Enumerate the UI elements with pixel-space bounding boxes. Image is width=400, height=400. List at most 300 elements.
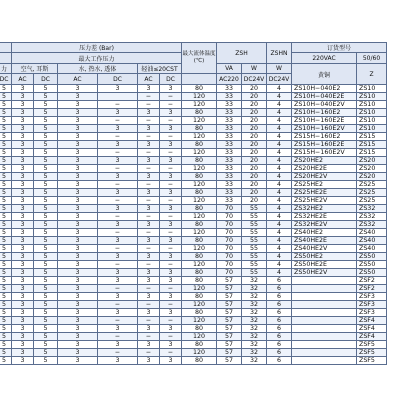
oil-ac-cell: − <box>138 165 160 173</box>
min-pressure-cell: 5 <box>0 357 12 365</box>
oil-ac-cell: 3 <box>138 293 160 301</box>
air-ac-cell: 3 <box>12 341 34 349</box>
water-dc-cell: − <box>98 133 138 141</box>
temp-cell: 120 <box>182 181 217 189</box>
max-working-pressure-header: 最大工作压力 <box>12 53 182 64</box>
temp-cell: 80 <box>182 189 217 197</box>
va-cell: 57 <box>217 277 242 285</box>
model-cell <box>292 357 357 365</box>
w2-cell: 4 <box>267 133 292 141</box>
model-cell <box>292 309 357 317</box>
table-row <box>0 157 387 165</box>
water-ac-cell: 3 <box>58 109 98 117</box>
brass-header: 黄铜 <box>292 64 357 85</box>
w2-cell: 4 <box>267 181 292 189</box>
water-ac-cell: 3 <box>58 205 98 213</box>
table-row <box>0 189 387 197</box>
oil-ac-cell: − <box>138 261 160 269</box>
water-dc-cell: − <box>98 245 138 253</box>
water-ac-cell: 3 <box>58 293 98 301</box>
w-header: W <box>242 64 267 74</box>
oil-dc-cell: − <box>160 149 182 157</box>
table-row <box>0 109 387 117</box>
temp-cell: 80 <box>182 141 217 149</box>
air-dc-cell: 5 <box>34 293 58 301</box>
table-row <box>0 181 387 189</box>
w2-cell: 6 <box>267 317 292 325</box>
light-oil-header: 轻油≤20CST <box>138 64 182 74</box>
model-cut-cell: ZS50 <box>357 253 387 261</box>
model-cut-cell: ZS25 <box>357 181 387 189</box>
header-blank-mid <box>0 53 12 64</box>
air-ac-cell: 3 <box>12 157 34 165</box>
min-pressure-cell: 5 <box>0 269 12 277</box>
oil-dc-cell: 3 <box>160 237 182 245</box>
va-cell: 33 <box>217 101 242 109</box>
temp-cell: 120 <box>182 317 217 325</box>
air-dc-cell: 5 <box>34 125 58 133</box>
model-cut-cell: ZS50 <box>357 261 387 269</box>
w2-cell: 4 <box>267 229 292 237</box>
min-pressure-cell: 5 <box>0 157 12 165</box>
w-cell: 20 <box>242 101 267 109</box>
air-ac-cell: 3 <box>12 149 34 157</box>
model-cell <box>292 333 357 341</box>
air-ac-cell: 3 <box>12 197 34 205</box>
water-ac-cell: 3 <box>58 237 98 245</box>
temp-cell: 120 <box>182 333 217 341</box>
min-pressure-cell: 5 <box>0 261 12 269</box>
model-cell: ZS10H−040E2 <box>292 85 357 93</box>
w-cell: 20 <box>242 165 267 173</box>
oil-dc-cell: − <box>160 285 182 293</box>
oil-dc-cell: 3 <box>160 205 182 213</box>
oil-dc-cell: − <box>160 229 182 237</box>
table-row <box>0 133 387 141</box>
va-cell: 33 <box>217 173 242 181</box>
w2-cell: 4 <box>267 173 292 181</box>
air-ac-cell: 3 <box>12 261 34 269</box>
model-cut-cell: ZS32 <box>357 221 387 229</box>
air-dc-cell: 5 <box>34 309 58 317</box>
va-cell: 57 <box>217 317 242 325</box>
temp-cell: 120 <box>182 213 217 221</box>
table-row <box>0 293 387 301</box>
oil-ac-cell: − <box>138 133 160 141</box>
water-dc-cell: − <box>98 317 138 325</box>
model-cell: ZS25HE2V <box>292 197 357 205</box>
table-row <box>0 357 387 365</box>
air-ac-cell: 3 <box>12 165 34 173</box>
model-cut-cell: ZSF3 <box>357 293 387 301</box>
header-blank-top <box>0 43 12 53</box>
water-dc-cell: 3 <box>98 221 138 229</box>
water-ac-cell: 3 <box>58 245 98 253</box>
water-dc-cell: − <box>98 213 138 221</box>
water-ac-cell: 3 <box>58 165 98 173</box>
air-dc-cell: 5 <box>34 277 58 285</box>
water-dc-cell: 3 <box>98 253 138 261</box>
model-cut-cell: ZSF5 <box>357 349 387 357</box>
w-cell: 32 <box>242 317 267 325</box>
w-cell: 20 <box>242 93 267 101</box>
oil-ac-cell: 3 <box>138 173 160 181</box>
model-cell: ZS20HE2V <box>292 173 357 181</box>
air-oil-header: 空气, 耳斯 <box>12 64 58 74</box>
oil-ac-cell: 3 <box>138 341 160 349</box>
spec-table-sheet <box>0 42 387 365</box>
water-ac-cell: 3 <box>58 229 98 237</box>
table-row <box>0 85 387 93</box>
w2-cell: 4 <box>267 157 292 165</box>
oil-dc-cell: − <box>160 213 182 221</box>
min-pressure-cell: 5 <box>0 165 12 173</box>
va-cell: 70 <box>217 221 242 229</box>
model-cell: ZS25HE2 <box>292 181 357 189</box>
table-row <box>0 349 387 357</box>
min-pressure-cell: 5 <box>0 341 12 349</box>
water-dc-cell: − <box>98 117 138 125</box>
model-cell <box>292 325 357 333</box>
w2-cell: 4 <box>267 93 292 101</box>
water-dc-cell: − <box>98 333 138 341</box>
dc-header-1: DC <box>34 74 58 85</box>
table-row <box>0 213 387 221</box>
model-cut-cell: ZS32 <box>357 213 387 221</box>
w2-cell: 4 <box>267 125 292 133</box>
table-row <box>0 101 387 109</box>
air-ac-cell: 3 <box>12 221 34 229</box>
oil-ac-cell: 3 <box>138 253 160 261</box>
water-ac-cell: 3 <box>58 317 98 325</box>
air-dc-cell: 5 <box>34 205 58 213</box>
air-ac-cell: 3 <box>12 277 34 285</box>
w2-cell: 4 <box>267 197 292 205</box>
water-ac-cell: 3 <box>58 285 98 293</box>
va-cell: 33 <box>217 165 242 173</box>
va-cell: 33 <box>217 125 242 133</box>
air-dc-cell: 5 <box>34 317 58 325</box>
va-cell: 33 <box>217 157 242 165</box>
air-dc-cell: 5 <box>34 357 58 365</box>
model-cell: ZS15H−160E2 <box>292 133 357 141</box>
w-cell: 20 <box>242 85 267 93</box>
model-cell: ZS25HE2E <box>292 189 357 197</box>
table-row <box>0 309 387 317</box>
model-cell: ZS50HE2E <box>292 261 357 269</box>
water-dc-cell: − <box>98 181 138 189</box>
min-pressure-cell: 5 <box>0 149 12 157</box>
w-cell: 55 <box>242 253 267 261</box>
va-cell: 57 <box>217 293 242 301</box>
water-ac-cell: 3 <box>58 197 98 205</box>
water-ac-cell: 3 <box>58 101 98 109</box>
oil-dc-cell: − <box>160 333 182 341</box>
water-dc-cell: 3 <box>98 189 138 197</box>
table-row <box>0 341 387 349</box>
model-cell: ZS20HE2 <box>292 157 357 165</box>
w2-header: W <box>267 64 292 74</box>
oil-ac-cell: − <box>138 149 160 157</box>
oil-dc-cell: 3 <box>160 253 182 261</box>
air-dc-cell: 5 <box>34 301 58 309</box>
w-cell: 32 <box>242 285 267 293</box>
temp-cell: 80 <box>182 293 217 301</box>
air-dc-cell: 5 <box>34 253 58 261</box>
w2-cell: 4 <box>267 149 292 157</box>
air-ac-cell: 3 <box>12 205 34 213</box>
min-pressure-cell: 5 <box>0 117 12 125</box>
table-row <box>0 253 387 261</box>
min-pressure-cell: 5 <box>0 205 12 213</box>
table-row <box>0 117 387 125</box>
water-dc-cell: 3 <box>98 357 138 365</box>
model-cut-cell: ZS10 <box>357 125 387 133</box>
va-cell: 57 <box>217 325 242 333</box>
oil-ac-cell: − <box>138 317 160 325</box>
model-cut-cell: ZS40 <box>357 229 387 237</box>
model-cell <box>292 317 357 325</box>
w-cell: 55 <box>242 229 267 237</box>
temp-cell: 80 <box>182 325 217 333</box>
w2-cell: 4 <box>267 109 292 117</box>
va-cell: 33 <box>217 133 242 141</box>
model-cell: ZS40HE2E <box>292 237 357 245</box>
air-ac-cell: 3 <box>12 189 34 197</box>
w-cell: 55 <box>242 237 267 245</box>
water-ac-cell: 3 <box>58 173 98 181</box>
oil-dc-cell: 3 <box>160 293 182 301</box>
model-cell <box>292 277 357 285</box>
w-cell: 20 <box>242 149 267 157</box>
min-pressure-cell: 5 <box>0 229 12 237</box>
w-cell: 32 <box>242 325 267 333</box>
oil-dc-cell: 3 <box>160 269 182 277</box>
oil-ac-cell: 3 <box>138 325 160 333</box>
w2-cell: 4 <box>267 117 292 125</box>
air-dc-cell: 5 <box>34 181 58 189</box>
w-cell: 20 <box>242 197 267 205</box>
model-cut-cell: ZSF4 <box>357 333 387 341</box>
min-pressure-cell: 5 <box>0 309 12 317</box>
air-ac-cell: 3 <box>12 317 34 325</box>
water-ac-cell: 3 <box>58 357 98 365</box>
min-pressure-cell: 5 <box>0 101 12 109</box>
min-pressure-cell: 5 <box>0 333 12 341</box>
oil-ac-cell: 3 <box>138 189 160 197</box>
table-row <box>0 277 387 285</box>
w2-cell: 6 <box>267 349 292 357</box>
model-cell: ZS40HE2 <box>292 229 357 237</box>
water-dc-cell: − <box>98 229 138 237</box>
w2-cell: 4 <box>267 269 292 277</box>
va-header: VA <box>217 64 242 74</box>
w2-cell: 4 <box>267 205 292 213</box>
oil-dc-cell: − <box>160 301 182 309</box>
temp-cell: 120 <box>182 133 217 141</box>
water-dc-cell: − <box>98 285 138 293</box>
model-cut-cell: ZS15 <box>357 149 387 157</box>
air-dc-cell: 5 <box>34 261 58 269</box>
air-dc-cell: 5 <box>34 117 58 125</box>
min-pressure-cell: 5 <box>0 93 12 101</box>
oil-dc-cell: 3 <box>160 309 182 317</box>
water-dc-cell: 3 <box>98 157 138 165</box>
temp-cell: 120 <box>182 245 217 253</box>
temp-cell: 80 <box>182 205 217 213</box>
air-ac-cell: 3 <box>12 325 34 333</box>
air-ac-cell: 3 <box>12 237 34 245</box>
water-ac-cell: 3 <box>58 181 98 189</box>
table-row <box>0 261 387 269</box>
min-pressure-cell: 5 <box>0 245 12 253</box>
model-cut-cell: ZS20 <box>357 173 387 181</box>
table-row <box>0 237 387 245</box>
w-cell: 20 <box>242 133 267 141</box>
water-ac-cell: 3 <box>58 85 98 93</box>
min-pressure-cell: 5 <box>0 293 12 301</box>
va-cell: 70 <box>217 237 242 245</box>
oil-dc-cell: 3 <box>160 189 182 197</box>
oil-ac-cell: − <box>138 301 160 309</box>
w2-cell: 4 <box>267 101 292 109</box>
water-dc-cell: − <box>98 165 138 173</box>
va-cell: 70 <box>217 269 242 277</box>
air-ac-cell: 3 <box>12 213 34 221</box>
w-cell: 20 <box>242 173 267 181</box>
w2-cell: 6 <box>267 293 292 301</box>
air-ac-cell: 3 <box>12 349 34 357</box>
water-dc-cell: 3 <box>98 237 138 245</box>
air-dc-cell: 5 <box>34 173 58 181</box>
w2-cell: 4 <box>267 221 292 229</box>
va-cell: 70 <box>217 253 242 261</box>
air-dc-cell: 5 <box>34 93 58 101</box>
model-cut-cell: ZS10 <box>357 93 387 101</box>
w-cell: 55 <box>242 245 267 253</box>
air-ac-cell: 3 <box>12 357 34 365</box>
air-ac-cell: 3 <box>12 229 34 237</box>
water-dc-cell: − <box>98 349 138 357</box>
temp-cell: 120 <box>182 101 217 109</box>
oil-dc-cell: 3 <box>160 221 182 229</box>
oil-dc-cell: − <box>160 181 182 189</box>
water-ac-cell: 3 <box>58 117 98 125</box>
water-dc-cell: 3 <box>98 309 138 317</box>
w2-cell: 4 <box>267 237 292 245</box>
dc24v-header-1: DC24V <box>242 74 267 85</box>
oil-dc-cell: − <box>160 165 182 173</box>
water-dc-cell: 3 <box>98 293 138 301</box>
water-ac-cell: 3 <box>58 301 98 309</box>
w2-cell: 4 <box>267 85 292 93</box>
min-pressure-cell: 5 <box>0 325 12 333</box>
temp-cell: 120 <box>182 197 217 205</box>
va-cell: 57 <box>217 349 242 357</box>
va-cell: 57 <box>217 285 242 293</box>
oil-dc-cell: 3 <box>160 125 182 133</box>
va-cell: 33 <box>217 181 242 189</box>
zshn-header: ZSHN <box>267 43 292 64</box>
va-cell: 33 <box>217 149 242 157</box>
air-dc-cell: 5 <box>34 197 58 205</box>
va-cell: 33 <box>217 93 242 101</box>
model-cell: ZS32HE2E <box>292 213 357 221</box>
air-ac-cell: 3 <box>12 109 34 117</box>
table-row <box>0 165 387 173</box>
model-cut-cell: ZSF5 <box>357 357 387 365</box>
min-pressure-cell: 5 <box>0 197 12 205</box>
w-cell: 55 <box>242 205 267 213</box>
model-cut-cell: ZS20 <box>357 165 387 173</box>
oil-ac-cell: − <box>138 245 160 253</box>
water-ac-cell: 3 <box>58 125 98 133</box>
w2-cell: 4 <box>267 165 292 173</box>
air-ac-cell: 3 <box>12 85 34 93</box>
water-dc-cell: 3 <box>98 205 138 213</box>
air-dc-cell: 5 <box>34 85 58 93</box>
air-ac-cell: 3 <box>12 101 34 109</box>
oil-dc-cell: 3 <box>160 325 182 333</box>
air-dc-cell: 5 <box>34 141 58 149</box>
table-row <box>0 229 387 237</box>
temp-cell: 80 <box>182 237 217 245</box>
w2-cell: 6 <box>267 325 292 333</box>
model-cell <box>292 293 357 301</box>
table-row <box>0 317 387 325</box>
min-pressure-cell: 5 <box>0 277 12 285</box>
air-dc-cell: 5 <box>34 349 58 357</box>
air-dc-cell: 5 <box>34 333 58 341</box>
oil-ac-cell: 3 <box>138 277 160 285</box>
table-row <box>0 245 387 253</box>
ac-header-1: AC <box>12 74 34 85</box>
water-header: 水, 热水, 透体 <box>58 64 138 74</box>
water-ac-cell: 3 <box>58 333 98 341</box>
model-cut-cell: ZS32 <box>357 205 387 213</box>
oil-ac-cell: 3 <box>138 141 160 149</box>
oil-ac-cell: 3 <box>138 309 160 317</box>
model-cut-cell: ZSF3 <box>357 301 387 309</box>
oil-ac-cell: 3 <box>138 125 160 133</box>
va-cell: 57 <box>217 341 242 349</box>
oil-ac-cell: 3 <box>138 269 160 277</box>
dc24v-header-2: DC24V <box>267 74 292 85</box>
w-cell: 32 <box>242 277 267 285</box>
air-dc-cell: 5 <box>34 165 58 173</box>
ac-header-2: AC <box>58 74 98 85</box>
temp-cell: 120 <box>182 349 217 357</box>
w-cell: 32 <box>242 293 267 301</box>
table-header <box>0 43 387 85</box>
model-cell: ZS50HE2V <box>292 269 357 277</box>
air-ac-cell: 3 <box>12 181 34 189</box>
w-cell: 20 <box>242 109 267 117</box>
dc-header-3: DC <box>160 74 182 85</box>
model-cell: ZS10H−040E2E <box>292 93 357 101</box>
model-cut-cell: ZSF4 <box>357 325 387 333</box>
oil-ac-cell: − <box>138 101 160 109</box>
water-ac-cell: 3 <box>58 261 98 269</box>
air-ac-cell: 3 <box>12 117 34 125</box>
model-cut-cell: ZS15 <box>357 133 387 141</box>
water-dc-cell: − <box>98 197 138 205</box>
va-cell: 70 <box>217 245 242 253</box>
table-row <box>0 325 387 333</box>
oil-dc-cell: − <box>160 117 182 125</box>
table-row <box>0 197 387 205</box>
temp-cell: 80 <box>182 309 217 317</box>
